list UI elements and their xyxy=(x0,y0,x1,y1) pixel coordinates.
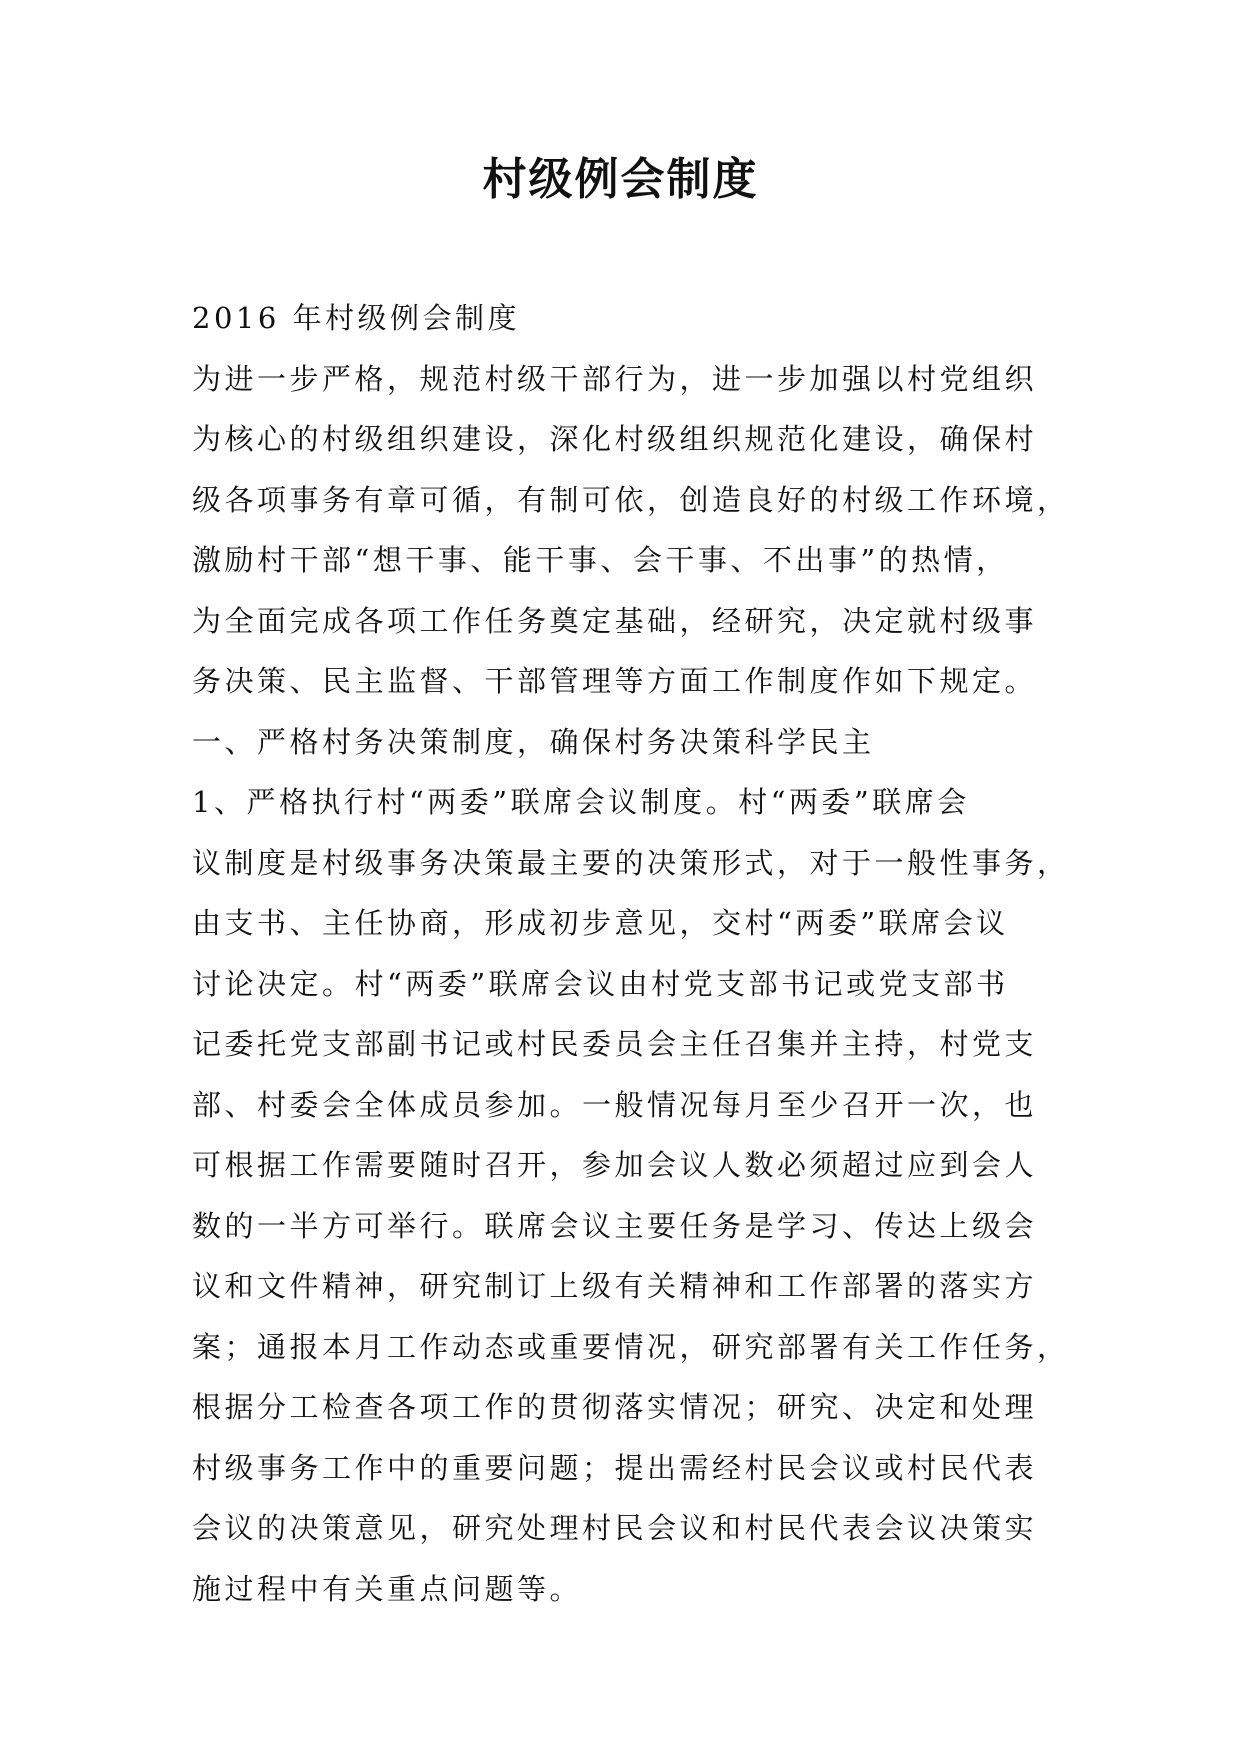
text-line: 村级事务工作中的重要问题；提出需经村民会议或村民代表 xyxy=(192,1450,1038,1485)
text-line: 数的一半方可举行。联席会议主要任务是学习、传达上级会 xyxy=(192,1208,1038,1243)
text-line: 记委托党支部副书记或村民委员会主任召集并主持，村党支 xyxy=(192,1027,1038,1061)
text-line: 根据分工检查各项工作的贯彻落实情况；研究、决定和处理 xyxy=(192,1390,1038,1424)
text-line: 由支书、主任协商，形成初步意见，交村“两委”联席会议 xyxy=(192,906,1009,940)
text-line: 讨论决定。村“两委”联席会议由村党支部书记或党支部书 xyxy=(192,966,1009,1001)
text-line: 部、村委会全体成员参加。一般情况每月至少召开一次，也 xyxy=(192,1087,1038,1122)
text-line: 级各项事务有章可循，有制可依，创造良好的村级工作环境， xyxy=(192,482,1070,517)
text-line: 激励村干部“想干事、能干事、会干事、不出事”的热情， xyxy=(192,543,1009,577)
text-line: 施过程中有关重点问题等。 xyxy=(192,1571,583,1606)
text-line: 案；通报本月工作动态或重要情况，研究部署有关工作任务， xyxy=(192,1329,1070,1364)
text-line: 为核心的村级组织建设，深化村级组织规范化建设，确保村 xyxy=(192,422,1038,456)
text-line: 议制度是村级事务决策最主要的决策形式，对于一般性事务， xyxy=(192,845,1070,880)
text-line: 1、严格执行村“两委”联席会议制度。村“两委”联席会 xyxy=(192,785,970,819)
section-heading: 一、严格村务决策制度，确保村务决策科学民主 xyxy=(192,724,875,759)
text-line: 为进一步严格，规范村级干部行为，进一步加强以村党组织 xyxy=(192,361,1038,396)
text-line: 为全面完成各项工作任务奠定基础，经研究，决定就村级事 xyxy=(192,603,1038,638)
text-line: 可根据工作需要随时召开，参加会议人数必须超过应到会人 xyxy=(192,1148,1038,1182)
text-line: 2016 年村级例会制度 xyxy=(192,301,521,335)
text-line: 议和文件精神，研究制订上级有关精神和工作部署的落实方 xyxy=(192,1269,1038,1303)
document-body xyxy=(192,288,1072,1619)
text-line: 会议的决策意见，研究处理村民会议和村民代表会议决策实 xyxy=(192,1511,1038,1545)
text-line: 务决策、民主监督、干部管理等方面工作制度作如下规定。 xyxy=(192,664,1038,698)
document-title: 村级例会制度 xyxy=(482,154,759,205)
